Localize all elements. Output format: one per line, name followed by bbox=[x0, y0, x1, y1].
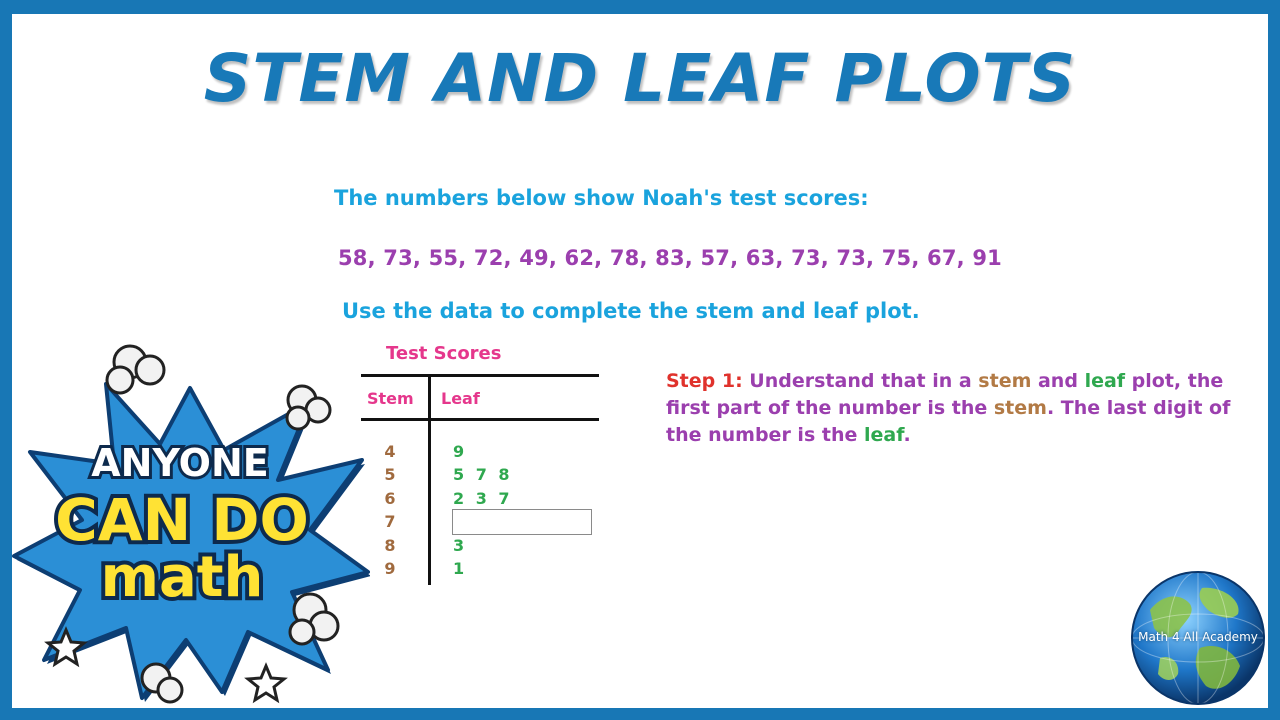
badge-line-1: ANYONE bbox=[91, 441, 269, 485]
stem-cell: 8 bbox=[384, 536, 396, 555]
plot-title: Test Scores bbox=[386, 343, 502, 364]
leaf-cell: 9 bbox=[453, 442, 468, 461]
intro-text: The numbers below show Noah's test scores: bbox=[334, 186, 869, 210]
stem-word: stem bbox=[993, 397, 1047, 419]
leaf-word: leaf bbox=[1084, 370, 1126, 392]
stem-word: stem bbox=[978, 370, 1032, 392]
leaf-header: Leaf bbox=[441, 389, 480, 408]
step-text: . The last digit of the number is the bbox=[666, 397, 1231, 446]
leaf-word: leaf bbox=[863, 424, 904, 446]
leaf-cell: 1 bbox=[453, 559, 468, 578]
plot-header-rule bbox=[361, 418, 599, 421]
instruction-text: Use the data to complete the stem and leaf plot. bbox=[342, 299, 920, 323]
step-text: and bbox=[1031, 370, 1085, 392]
step-text: Understand that in a bbox=[742, 370, 979, 392]
stem-cell: 7 bbox=[384, 512, 396, 531]
page-title: STEM AND LEAF PLOTS bbox=[203, 40, 1077, 117]
logo-text: Math 4 All Academy bbox=[1138, 630, 1258, 644]
badge-line-3: math bbox=[100, 545, 264, 610]
leaf-cell: 3 bbox=[453, 536, 468, 555]
anyone-can-do-math-badge bbox=[10, 340, 370, 710]
step-text: plot, the first part of the number is the bbox=[666, 370, 1224, 419]
stem-header: Stem bbox=[367, 389, 414, 408]
stem-cell: 9 bbox=[384, 559, 396, 578]
plot-divider bbox=[428, 375, 431, 585]
step-text: . bbox=[903, 424, 911, 446]
plot-top-rule bbox=[361, 374, 599, 377]
scores-list: 58, 73, 55, 72, 49, 62, 78, 83, 57, 63, 73, 73, 75, 67, 91 bbox=[338, 246, 1002, 270]
leaf-cell: 2 3 7 bbox=[453, 489, 513, 508]
stem-cell: 5 bbox=[384, 465, 396, 484]
step-explanation bbox=[666, 368, 1256, 449]
stem-cell: 6 bbox=[384, 489, 396, 508]
answer-box[interactable] bbox=[452, 509, 592, 535]
leaf-cell: 5 7 8 bbox=[453, 465, 513, 484]
step-label: Step 1: bbox=[666, 370, 743, 392]
badge-line-2: CAN DO bbox=[55, 486, 309, 554]
stem-cell: 4 bbox=[384, 442, 396, 461]
